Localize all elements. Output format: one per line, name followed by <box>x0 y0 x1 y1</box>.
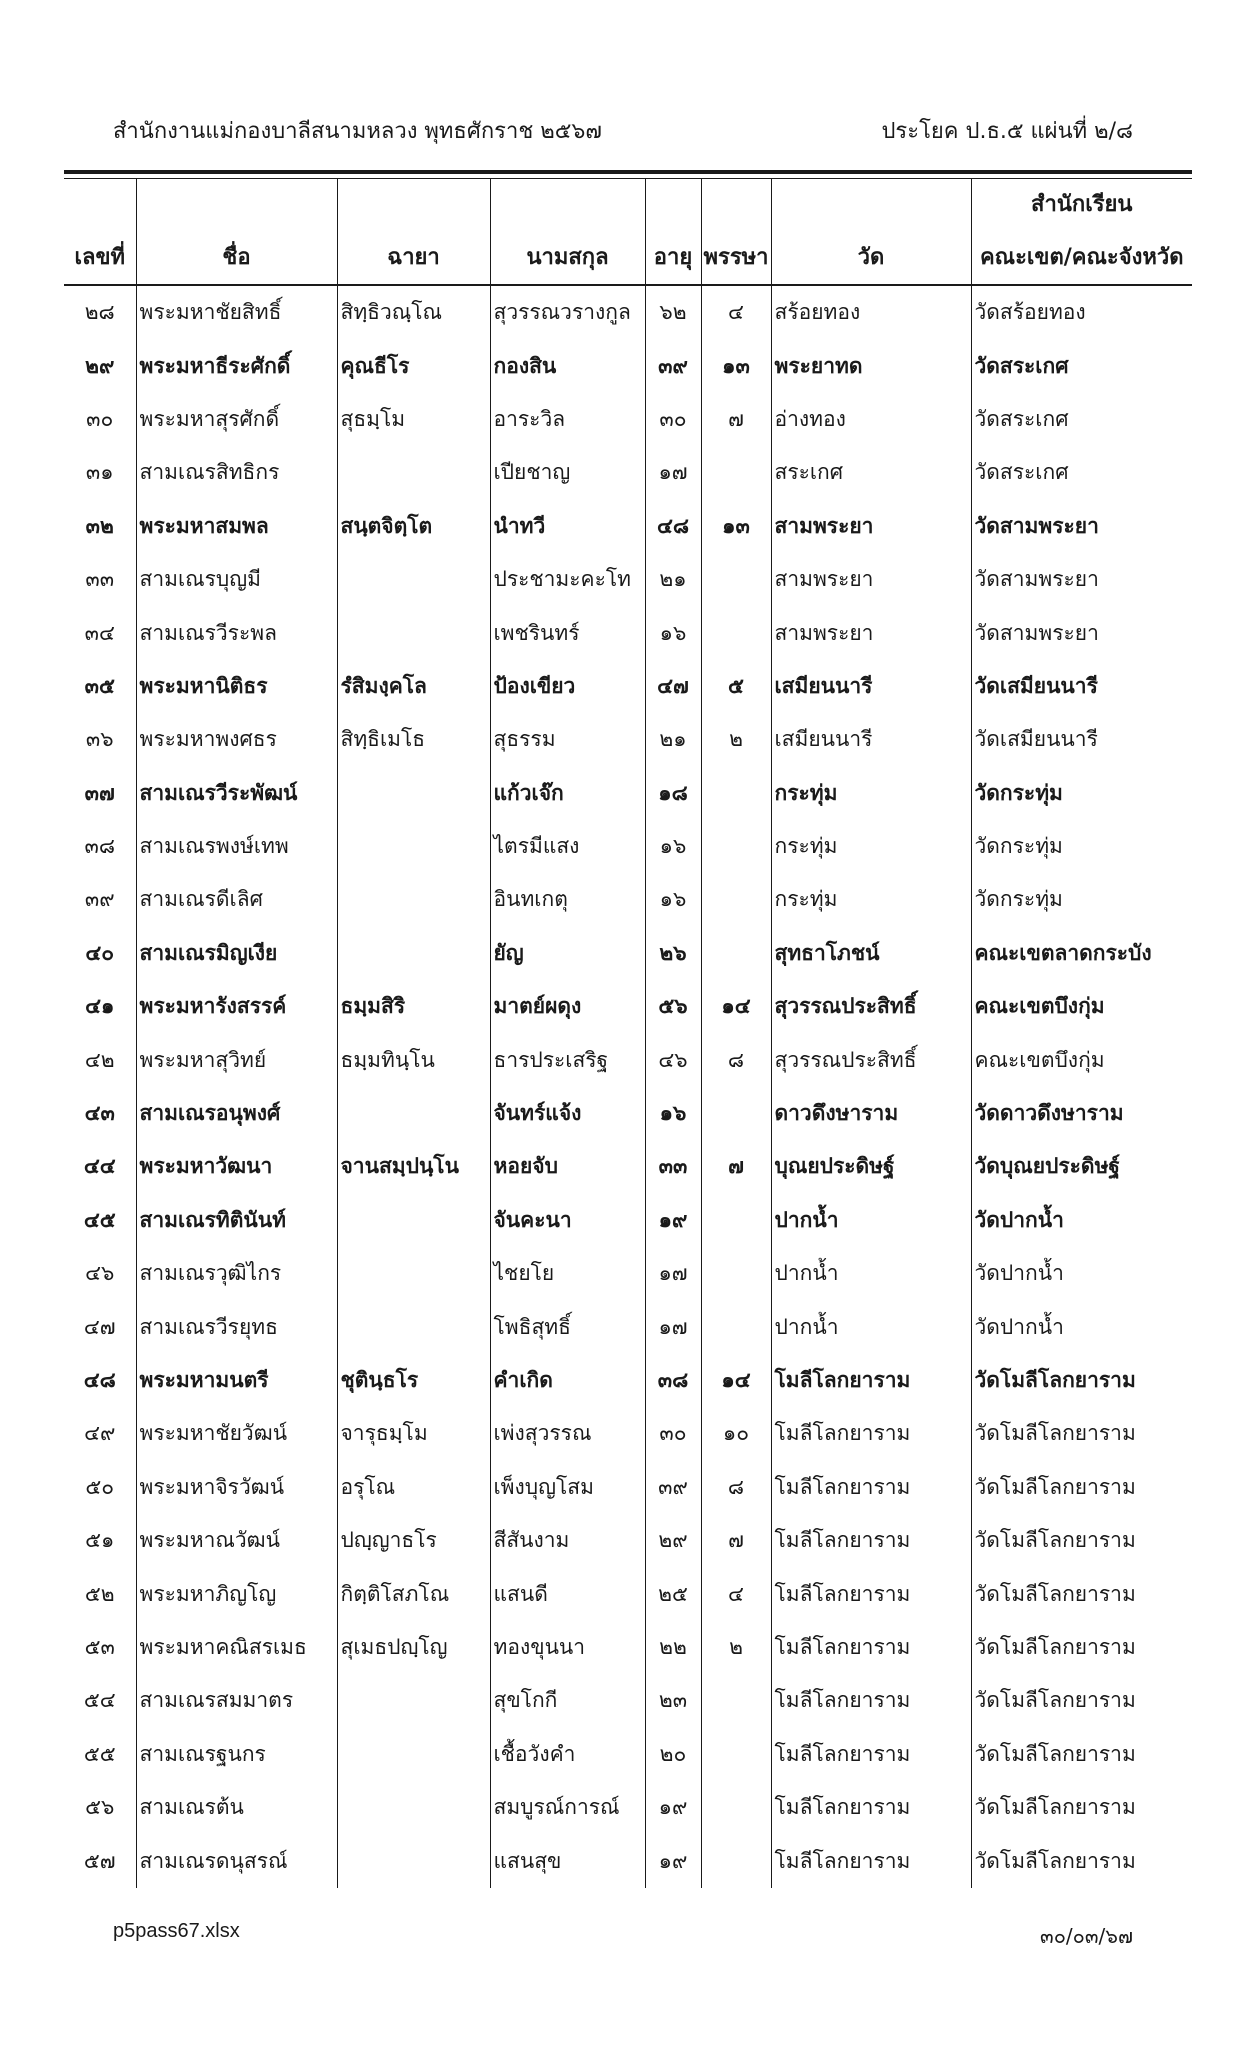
cell-name: สามเณรสมมาตร <box>136 1674 337 1727</box>
cell-wat: โมลีโลกยาราม <box>771 1621 971 1674</box>
table-row <box>64 1087 1192 1140</box>
cell-age: ๑๖ <box>645 1087 701 1140</box>
cell-school: วัดกระทุ่ม <box>971 873 1192 926</box>
cell-vassa <box>701 1087 771 1140</box>
cell-no: ๒๙ <box>85 353 115 378</box>
cell-no: ๕๔ <box>83 1688 116 1713</box>
cell-no: ๔๐ <box>85 940 115 965</box>
cell-school: วัดสระเกศ <box>971 393 1192 446</box>
cell-wat: โมลีโลกยาราม <box>771 1407 971 1460</box>
cell-age: ๓๓ <box>645 1140 701 1193</box>
cell-name: สามเณรฐนกร <box>136 1728 337 1781</box>
cell-no: ๓๕ <box>84 673 115 698</box>
cell-age: ๑๗ <box>645 1300 701 1353</box>
cell-name: พระมหาวัฒนา <box>136 1140 337 1193</box>
cell-no: ๓๑ <box>85 460 114 485</box>
page-header-left: สำนักงานแม่กองบาลีสนามหลวง พุทธศักราช ๒๕๖๗ <box>113 119 602 144</box>
cell-wat: โมลีโลกยาราม <box>771 1514 971 1567</box>
table-row <box>64 873 1192 926</box>
cell-surname: ทองขุนนา <box>490 1621 645 1674</box>
cell-name: สามเณรวีรยุทธ <box>136 1300 337 1353</box>
cell-wat: ปากน้ำ <box>771 1247 971 1300</box>
cell-surname: กองสิน <box>490 339 645 392</box>
cell-wat: โมลีโลกยาราม <box>771 1834 971 1887</box>
cell-age: ๒๓ <box>645 1674 701 1727</box>
cell-wat: โมลีโลกยาราม <box>771 1567 971 1620</box>
cell-age: ๒๖ <box>645 927 701 980</box>
cell-no: ๕๑ <box>85 1528 115 1553</box>
cell-age: ๑๗ <box>645 446 701 499</box>
cell-wat: ปากน้ำ <box>771 1300 971 1353</box>
cell-title: สนฺตจิตฺโต <box>337 500 490 553</box>
cell-surname: สมบูรณ์การณ์ <box>490 1781 645 1834</box>
table-row <box>64 1461 1192 1514</box>
table-row <box>64 1354 1192 1407</box>
cell-no: ๔๒ <box>84 1047 115 1072</box>
col-header-title: ฉายา <box>337 179 490 285</box>
table-row <box>64 660 1192 713</box>
cell-age: ๓๘ <box>645 1354 701 1407</box>
cell-name: สามเณรบุญมี <box>136 553 337 606</box>
table-row <box>64 927 1192 980</box>
cell-age: ๒๑ <box>645 553 701 606</box>
cell-name: พระมหาจิรวัฒน์ <box>136 1461 337 1514</box>
cell-wat: สร้อยทอง <box>771 285 971 339</box>
cell-title <box>337 1194 490 1247</box>
col-header-age: อายุ <box>645 179 701 285</box>
cell-school: วัดกระทุ่ม <box>971 820 1192 873</box>
cell-vassa: ๔ <box>701 285 771 339</box>
cell-school: วัดโมลีโลกยาราม <box>971 1781 1192 1834</box>
cell-no: ๓๓ <box>85 567 115 592</box>
cell-surname: จันทร์แจ้ง <box>490 1087 645 1140</box>
cell-school: วัดสระเกศ <box>971 339 1192 392</box>
cell-age: ๑๙ <box>645 1781 701 1834</box>
cell-age: ๒๑ <box>645 713 701 766</box>
cell-vassa <box>701 1728 771 1781</box>
cell-title: จานสมฺปนฺโน <box>337 1140 490 1193</box>
cell-age: ๓๐ <box>645 1407 701 1460</box>
cell-school: วัดเสมียนนารี <box>971 660 1192 713</box>
cell-age: ๔๗ <box>645 660 701 713</box>
cell-school: วัดโมลีโลกยาราม <box>971 1674 1192 1727</box>
cell-surname: เชื้อวังคำ <box>490 1728 645 1781</box>
cell-vassa <box>701 1194 771 1247</box>
cell-age: ๕๖ <box>645 980 701 1033</box>
cell-surname: คำเกิด <box>490 1354 645 1407</box>
cell-school: วัดโมลีโลกยาราม <box>971 1621 1192 1674</box>
cell-surname: แก้วเจ๊ก <box>490 767 645 820</box>
cell-name: พระมหามนตรี <box>136 1354 337 1407</box>
table-row <box>64 285 1192 339</box>
table-row <box>64 1514 1192 1567</box>
cell-vassa: ๑๐ <box>701 1407 771 1460</box>
cell-surname: สีสันงาม <box>490 1514 645 1567</box>
cell-name: สามเณรพงษ์เทพ <box>136 820 337 873</box>
table-row <box>64 393 1192 446</box>
table-row <box>64 500 1192 553</box>
cell-wat: โมลีโลกยาราม <box>771 1354 971 1407</box>
table-row <box>64 1140 1192 1193</box>
cell-surname: เพชรินทร์ <box>490 606 645 659</box>
table-row <box>64 606 1192 659</box>
cell-surname: แสนดี <box>490 1567 645 1620</box>
cell-wat: สุวรรณประสิทธิ์ <box>771 1033 971 1086</box>
cell-school: วัดโมลีโลกยาราม <box>971 1461 1192 1514</box>
cell-wat: สามพระยา <box>771 606 971 659</box>
col-header-name: ชื่อ <box>136 179 337 285</box>
cell-age: ๔๘ <box>645 500 701 553</box>
cell-title <box>337 1247 490 1300</box>
cell-vassa: ๑๔ <box>701 1354 771 1407</box>
cell-school: วัดโมลีโลกยาราม <box>971 1514 1192 1567</box>
cell-title: สิทฺธิเมโธ <box>337 713 490 766</box>
cell-vassa: ๒ <box>701 713 771 766</box>
cell-surname: แสนสุข <box>490 1834 645 1887</box>
cell-vassa: ๘ <box>701 1033 771 1086</box>
cell-no: ๔๑ <box>85 994 115 1019</box>
cell-vassa <box>701 553 771 606</box>
col-header-school-line2: คณะเขต/คณะจังหวัด <box>979 245 1184 270</box>
cell-wat: สามพระยา <box>771 500 971 553</box>
cell-no: ๔๘ <box>83 1368 116 1392</box>
cell-wat: พระยาทด <box>771 339 971 392</box>
cell-name: สามเณรดีเลิศ <box>136 873 337 926</box>
cell-vassa: ๒ <box>701 1621 771 1674</box>
cell-age: ๒๕ <box>645 1567 701 1620</box>
cell-school: วัดโมลีโลกยาราม <box>971 1407 1192 1460</box>
cell-age: ๑๖ <box>645 873 701 926</box>
cell-wat: กระทุ่ม <box>771 767 971 820</box>
footer-filename: p5pass67.xlsx <box>113 1920 240 1942</box>
cell-title <box>337 1781 490 1834</box>
cell-no: ๕๒ <box>84 1581 115 1606</box>
table-row <box>64 1407 1192 1460</box>
cell-age: ๒๒ <box>645 1621 701 1674</box>
table-row <box>64 820 1192 873</box>
cell-surname: เพ่งสุวรรณ <box>490 1407 645 1460</box>
cell-wat: โมลีโลกยาราม <box>771 1674 971 1727</box>
table-row <box>64 1834 1192 1887</box>
cell-wat: กระทุ่ม <box>771 820 971 873</box>
table-row <box>64 339 1192 392</box>
cell-title <box>337 927 490 980</box>
cell-surname: โพธิสุทธิ์ <box>490 1300 645 1353</box>
cell-surname: จันคะนา <box>490 1194 645 1247</box>
cell-school: วัดสระเกศ <box>971 446 1192 499</box>
table-row <box>64 713 1192 766</box>
cell-wat: สระเกศ <box>771 446 971 499</box>
cell-title <box>337 553 490 606</box>
cell-surname: เพ็งบุญโสม <box>490 1461 645 1514</box>
cell-no: ๔๓ <box>84 1101 115 1126</box>
cell-school: วัดโมลีโลกยาราม <box>971 1728 1192 1781</box>
cell-no: ๓๐ <box>86 406 114 431</box>
cell-surname: ไชยโย <box>490 1247 645 1300</box>
cell-no: ๓๔ <box>84 620 115 645</box>
col-header-school <box>971 179 1192 285</box>
cell-vassa <box>701 820 771 873</box>
cell-name: พระมหาชัยสิทธิ์ <box>136 285 337 339</box>
cell-wat: กระทุ่ม <box>771 873 971 926</box>
cell-title <box>337 820 490 873</box>
cell-surname: ไตรมีแสง <box>490 820 645 873</box>
table-row <box>64 1781 1192 1834</box>
cell-title <box>337 1834 490 1887</box>
cell-age: ๑๗ <box>645 1247 701 1300</box>
cell-title <box>337 446 490 499</box>
cell-name: พระมหาพงศธร <box>136 713 337 766</box>
header-rule-thick <box>64 170 1192 174</box>
cell-name: พระมหาณวัฒน์ <box>136 1514 337 1567</box>
cell-vassa <box>701 1781 771 1834</box>
cell-school: วัดสามพระยา <box>971 553 1192 606</box>
cell-no: ๕๓ <box>84 1634 115 1659</box>
cell-surname: สุวรรณวรางกูล <box>490 285 645 339</box>
cell-no: ๕๖ <box>85 1795 115 1820</box>
results-table <box>64 179 1192 1888</box>
cell-title: ชุตินฺธโร <box>337 1354 490 1407</box>
cell-school: วัดปากน้ำ <box>971 1247 1192 1300</box>
cell-age: ๑๙ <box>645 1194 701 1247</box>
cell-title <box>337 1087 490 1140</box>
cell-age: ๑๖ <box>645 606 701 659</box>
cell-vassa: ๗ <box>701 1514 771 1567</box>
cell-vassa: ๕ <box>701 660 771 713</box>
cell-name: พระมหาภิญโญ <box>136 1567 337 1620</box>
table-row <box>64 1728 1192 1781</box>
cell-school: วัดสามพระยา <box>971 500 1192 553</box>
cell-name: พระมหาชัยวัฒน์ <box>136 1407 337 1460</box>
cell-no: ๓๘ <box>84 834 116 859</box>
table-row <box>64 553 1192 606</box>
cell-school: วัดโมลีโลกยาราม <box>971 1354 1192 1407</box>
cell-vassa: ๘ <box>701 1461 771 1514</box>
cell-no: ๓๒ <box>85 513 114 538</box>
cell-wat: ปากน้ำ <box>771 1194 971 1247</box>
cell-surname: สุขโกกี <box>490 1674 645 1727</box>
cell-no: ๔๙ <box>84 1421 116 1446</box>
cell-surname: ธารประเสริฐ <box>490 1033 645 1086</box>
col-header-no: เลขที่ <box>64 179 136 285</box>
cell-title: คุณธีโร <box>337 339 490 392</box>
cell-no: ๔๕ <box>83 1207 116 1232</box>
cell-vassa: ๗ <box>701 393 771 446</box>
cell-no: ๓๗ <box>84 780 115 805</box>
cell-title: ธมฺมสิริ <box>337 980 490 1033</box>
table-body <box>64 285 1192 1888</box>
cell-surname: หอยจับ <box>490 1140 645 1193</box>
cell-name: พระมหารังสรรค์ <box>136 980 337 1033</box>
table-header <box>64 179 1192 285</box>
cell-age: ๒๐ <box>645 1728 701 1781</box>
cell-school: คณะเขตบึงกุ่ม <box>971 980 1192 1033</box>
cell-title <box>337 1674 490 1727</box>
cell-age: ๔๖ <box>645 1033 701 1086</box>
cell-title: สิทฺธิวณฺโณ <box>337 285 490 339</box>
cell-title: ปญฺญาธโร <box>337 1514 490 1567</box>
cell-school: วัดปากน้ำ <box>971 1300 1192 1353</box>
cell-title <box>337 767 490 820</box>
cell-school: วัดบุณยประดิษฐ์ <box>971 1140 1192 1193</box>
cell-no: ๕๗ <box>83 1848 116 1873</box>
cell-vassa <box>701 767 771 820</box>
table-row <box>64 1194 1192 1247</box>
cell-name: พระมหาธีระศักดิ์ <box>136 339 337 392</box>
cell-surname: เปียชาญ <box>490 446 645 499</box>
cell-name: พระมหาสุรศักดิ์ <box>136 393 337 446</box>
cell-no: ๕๕ <box>83 1741 116 1766</box>
cell-wat: โมลีโลกยาราม <box>771 1781 971 1834</box>
cell-name: สามเณรวีระพัฒน์ <box>136 767 337 820</box>
cell-wat: สามพระยา <box>771 553 971 606</box>
cell-vassa <box>701 1674 771 1727</box>
table-row <box>64 1033 1192 1086</box>
cell-vassa <box>701 606 771 659</box>
cell-vassa: ๗ <box>701 1140 771 1193</box>
col-header-school-line1: สำนักเรียน <box>1031 192 1133 217</box>
cell-title <box>337 606 490 659</box>
cell-no: ๔๗ <box>83 1314 116 1339</box>
cell-no: ๕๐ <box>85 1474 115 1499</box>
table-row <box>64 980 1192 1033</box>
cell-title: รํสิมงฺคโล <box>337 660 490 713</box>
cell-no: ๔๖ <box>85 1261 115 1286</box>
cell-title <box>337 873 490 926</box>
table-row <box>64 1247 1192 1300</box>
table-row <box>64 767 1192 820</box>
cell-school: วัดกระทุ่ม <box>971 767 1192 820</box>
cell-name: สามเณรวีระพล <box>136 606 337 659</box>
cell-title: ธมฺมทินฺโน <box>337 1033 490 1086</box>
cell-no: ๓๙ <box>84 887 115 912</box>
cell-school: วัดสร้อยทอง <box>971 285 1192 339</box>
cell-age: ๖๒ <box>645 285 701 339</box>
cell-surname: อินทเกตุ <box>490 873 645 926</box>
cell-wat: บุณยประดิษฐ์ <box>771 1140 971 1193</box>
cell-vassa <box>701 927 771 980</box>
cell-vassa <box>701 1247 771 1300</box>
table-row <box>64 446 1192 499</box>
cell-name: สามเณรสิทธิกร <box>136 446 337 499</box>
cell-wat: เสมียนนารี <box>771 713 971 766</box>
cell-name: พระมหาสมพล <box>136 500 337 553</box>
cell-wat: สุทธาโภชน์ <box>771 927 971 980</box>
cell-school: คณะเขตบึงกุ่ม <box>971 1033 1192 1086</box>
cell-vassa: ๔ <box>701 1567 771 1620</box>
cell-title: กิตฺติโสภโณ <box>337 1567 490 1620</box>
cell-age: ๓๙ <box>645 1461 701 1514</box>
table-row <box>64 1674 1192 1727</box>
cell-name: พระมหาสุวิทย์ <box>136 1033 337 1086</box>
cell-surname: ประชามะคะโท <box>490 553 645 606</box>
cell-title: สุธมฺโม <box>337 393 490 446</box>
cell-surname: อาระวิล <box>490 393 645 446</box>
footer-date: ๓๐/๐๓/๖๗ <box>1040 1924 1133 1948</box>
cell-age: ๑๘ <box>645 767 701 820</box>
cell-name: สามเณรดนุสรณ์ <box>136 1834 337 1887</box>
cell-name: สามเณรมิญเงีย <box>136 927 337 980</box>
cell-wat: เสมียนนารี <box>771 660 971 713</box>
cell-wat: สุวรรณประสิทธิ์ <box>771 980 971 1033</box>
cell-wat: โมลีโลกยาราม <box>771 1461 971 1514</box>
cell-age: ๑๖ <box>645 820 701 873</box>
cell-school: วัดโมลีโลกยาราม <box>971 1834 1192 1887</box>
cell-title: อรุโณ <box>337 1461 490 1514</box>
cell-title: จารุธมฺโม <box>337 1407 490 1460</box>
cell-age: ๓๙ <box>645 339 701 392</box>
cell-vassa: ๑๓ <box>701 339 771 392</box>
cell-title <box>337 1300 490 1353</box>
cell-wat: โมลีโลกยาราม <box>771 1728 971 1781</box>
cell-school: วัดดาวดึงษาราม <box>971 1087 1192 1140</box>
cell-school: วัดเสมียนนารี <box>971 713 1192 766</box>
cell-name: สามเณรต้น <box>136 1781 337 1834</box>
cell-surname: นำทวี <box>490 500 645 553</box>
table-row <box>64 1300 1192 1353</box>
cell-wat: ดาวดึงษาราม <box>771 1087 971 1140</box>
cell-vassa: ๑๔ <box>701 980 771 1033</box>
cell-school: คณะเขตลาดกระบัง <box>971 927 1192 980</box>
cell-name: พระมหาคณิสรเมธ <box>136 1621 337 1674</box>
cell-surname: ป้องเขียว <box>490 660 645 713</box>
cell-no: ๒๘ <box>84 300 115 325</box>
col-header-wat: วัด <box>771 179 971 285</box>
col-header-vassa: พรรษา <box>701 179 771 285</box>
cell-vassa: ๑๓ <box>701 500 771 553</box>
cell-wat: อ่างทอง <box>771 393 971 446</box>
cell-surname: ยัญ <box>490 927 645 980</box>
cell-no: ๓๖ <box>85 727 114 752</box>
cell-school: วัดปากน้ำ <box>971 1194 1192 1247</box>
cell-vassa <box>701 1834 771 1887</box>
table-row <box>64 1621 1192 1674</box>
cell-name: สามเณรวุฒิไกร <box>136 1247 337 1300</box>
cell-title: สุเมธปญฺโญ <box>337 1621 490 1674</box>
cell-surname: สุธรรม <box>490 713 645 766</box>
cell-school: วัดสามพระยา <box>971 606 1192 659</box>
table-row <box>64 1567 1192 1620</box>
cell-vassa <box>701 446 771 499</box>
cell-no: ๔๔ <box>83 1154 116 1179</box>
cell-title <box>337 1728 490 1781</box>
cell-name: สามเณรอนุพงศ์ <box>136 1087 337 1140</box>
col-header-surname: นามสกุล <box>490 179 645 285</box>
page-header-right: ประโยค ป.ธ.๕ แผ่นที่ ๒/๘ <box>881 119 1133 144</box>
cell-age: ๒๙ <box>645 1514 701 1567</box>
cell-vassa <box>701 873 771 926</box>
cell-surname: มาตย์ผดุง <box>490 980 645 1033</box>
cell-vassa <box>701 1300 771 1353</box>
cell-name: สามเณรทิตินันท์ <box>136 1194 337 1247</box>
cell-age: ๑๙ <box>645 1834 701 1887</box>
cell-name: พระมหานิติธร <box>136 660 337 713</box>
cell-school: วัดโมลีโลกยาราม <box>971 1567 1192 1620</box>
cell-age: ๓๐ <box>645 393 701 446</box>
